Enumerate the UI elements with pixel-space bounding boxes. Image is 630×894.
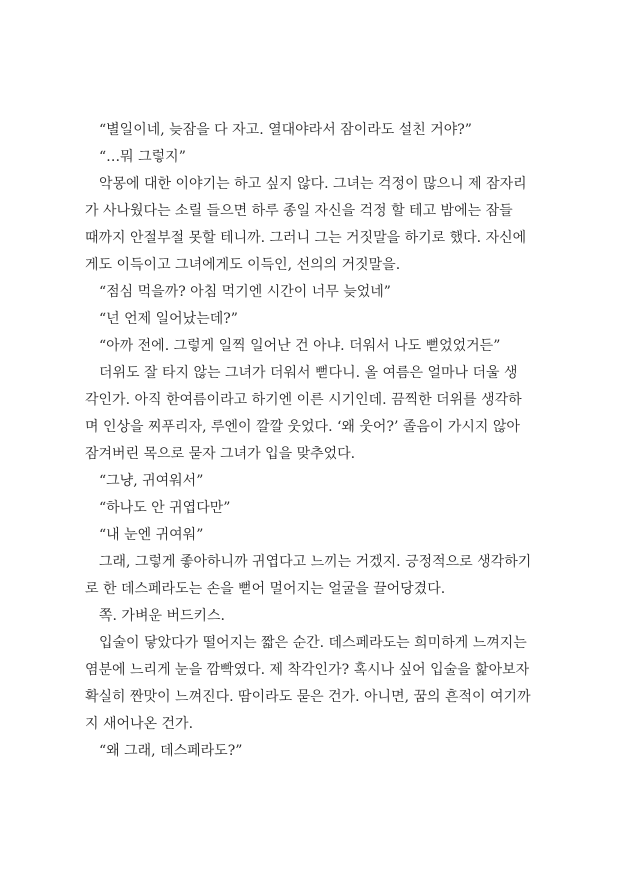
- text-line: “그냥, 귀여워서”: [99, 473, 204, 489]
- text-line: 그래, 그렇게 좋아하니까 귀엽다고 느끼는 거겠지. 긍정적으로 생각하기: [99, 554, 532, 570]
- text-line: 며 인상을 찌푸리자, 루엔이 깔깔 웃었다. ‘왜 웃어?’ 졸음이 가시지 않아: [85, 419, 520, 435]
- text-line: 로 한 데스페라도는 손을 뻗어 멀어지는 얼굴을 끌어당겼다.: [85, 581, 446, 597]
- text-line: “넌 언제 일어났는데?”: [99, 311, 238, 327]
- text-line: 염분에 느리게 눈을 깜빡였다. 제 착각인가? 혹시나 싶어 입술을 핥아보자: [85, 662, 530, 678]
- text-line: 입술이 닿았다가 떨어지는 짧은 순간. 데스페라도는 희미하게 느껴지는: [99, 635, 527, 651]
- text-line: 때까지 안절부절 못할 테니까. 그러니 그는 거짓말을 하기로 했다. 자신에: [85, 230, 527, 246]
- text-line: “…뭐 그렇지”: [99, 149, 186, 165]
- text-line: 확실히 짠맛이 느껴진다. 땀이라도 묻은 건가. 아니면, 꿈의 흔적이 여기까: [85, 689, 531, 705]
- text-line: 게도 이득이고 그녀에게도 이득인, 선의의 거짓말을.: [85, 257, 401, 273]
- text-line: 잠겨버린 목으로 묻자 그녀가 입을 맞추었다.: [85, 446, 356, 462]
- text-line: “아까 전에. 그렇게 일찍 일어난 건 아냐. 더워서 나도 뻗었었거든”: [99, 338, 501, 354]
- text-line: “내 눈엔 귀여워”: [99, 527, 204, 543]
- text-line: “하나도 안 귀엽다만”: [99, 500, 231, 516]
- text-line: 지 새어나온 건가.: [85, 716, 194, 732]
- text-line: “점심 먹을까? 아침 먹기엔 시간이 너무 늦었네”: [99, 284, 391, 300]
- text-line: 각인가. 아직 한여름이라고 하기엔 이른 시기인데. 끔찍한 더위를 생각하: [85, 392, 522, 408]
- text-line: “별일이네, 늦잠을 다 자고. 열대야라서 잠이라도 설친 거야?”: [99, 122, 472, 138]
- text-line: 더위도 잘 타지 않는 그녀가 더워서 뻗다니. 올 여름은 얼마나 더울 생: [99, 365, 518, 381]
- text-line: 가 사나웠다는 소릴 들으면 하루 종일 자신을 걱정 할 테고 밤에는 잠들: [85, 203, 513, 219]
- text-line: 악몽에 대한 이야기는 하고 싶지 않다. 그녀는 걱정이 많으니 제 잠자리: [99, 176, 527, 192]
- body-text: [85, 117, 545, 765]
- text-line: “왜 그래, 데스페라도?”: [99, 743, 243, 759]
- text-line: 쪽. 가벼운 버드키스.: [99, 608, 225, 624]
